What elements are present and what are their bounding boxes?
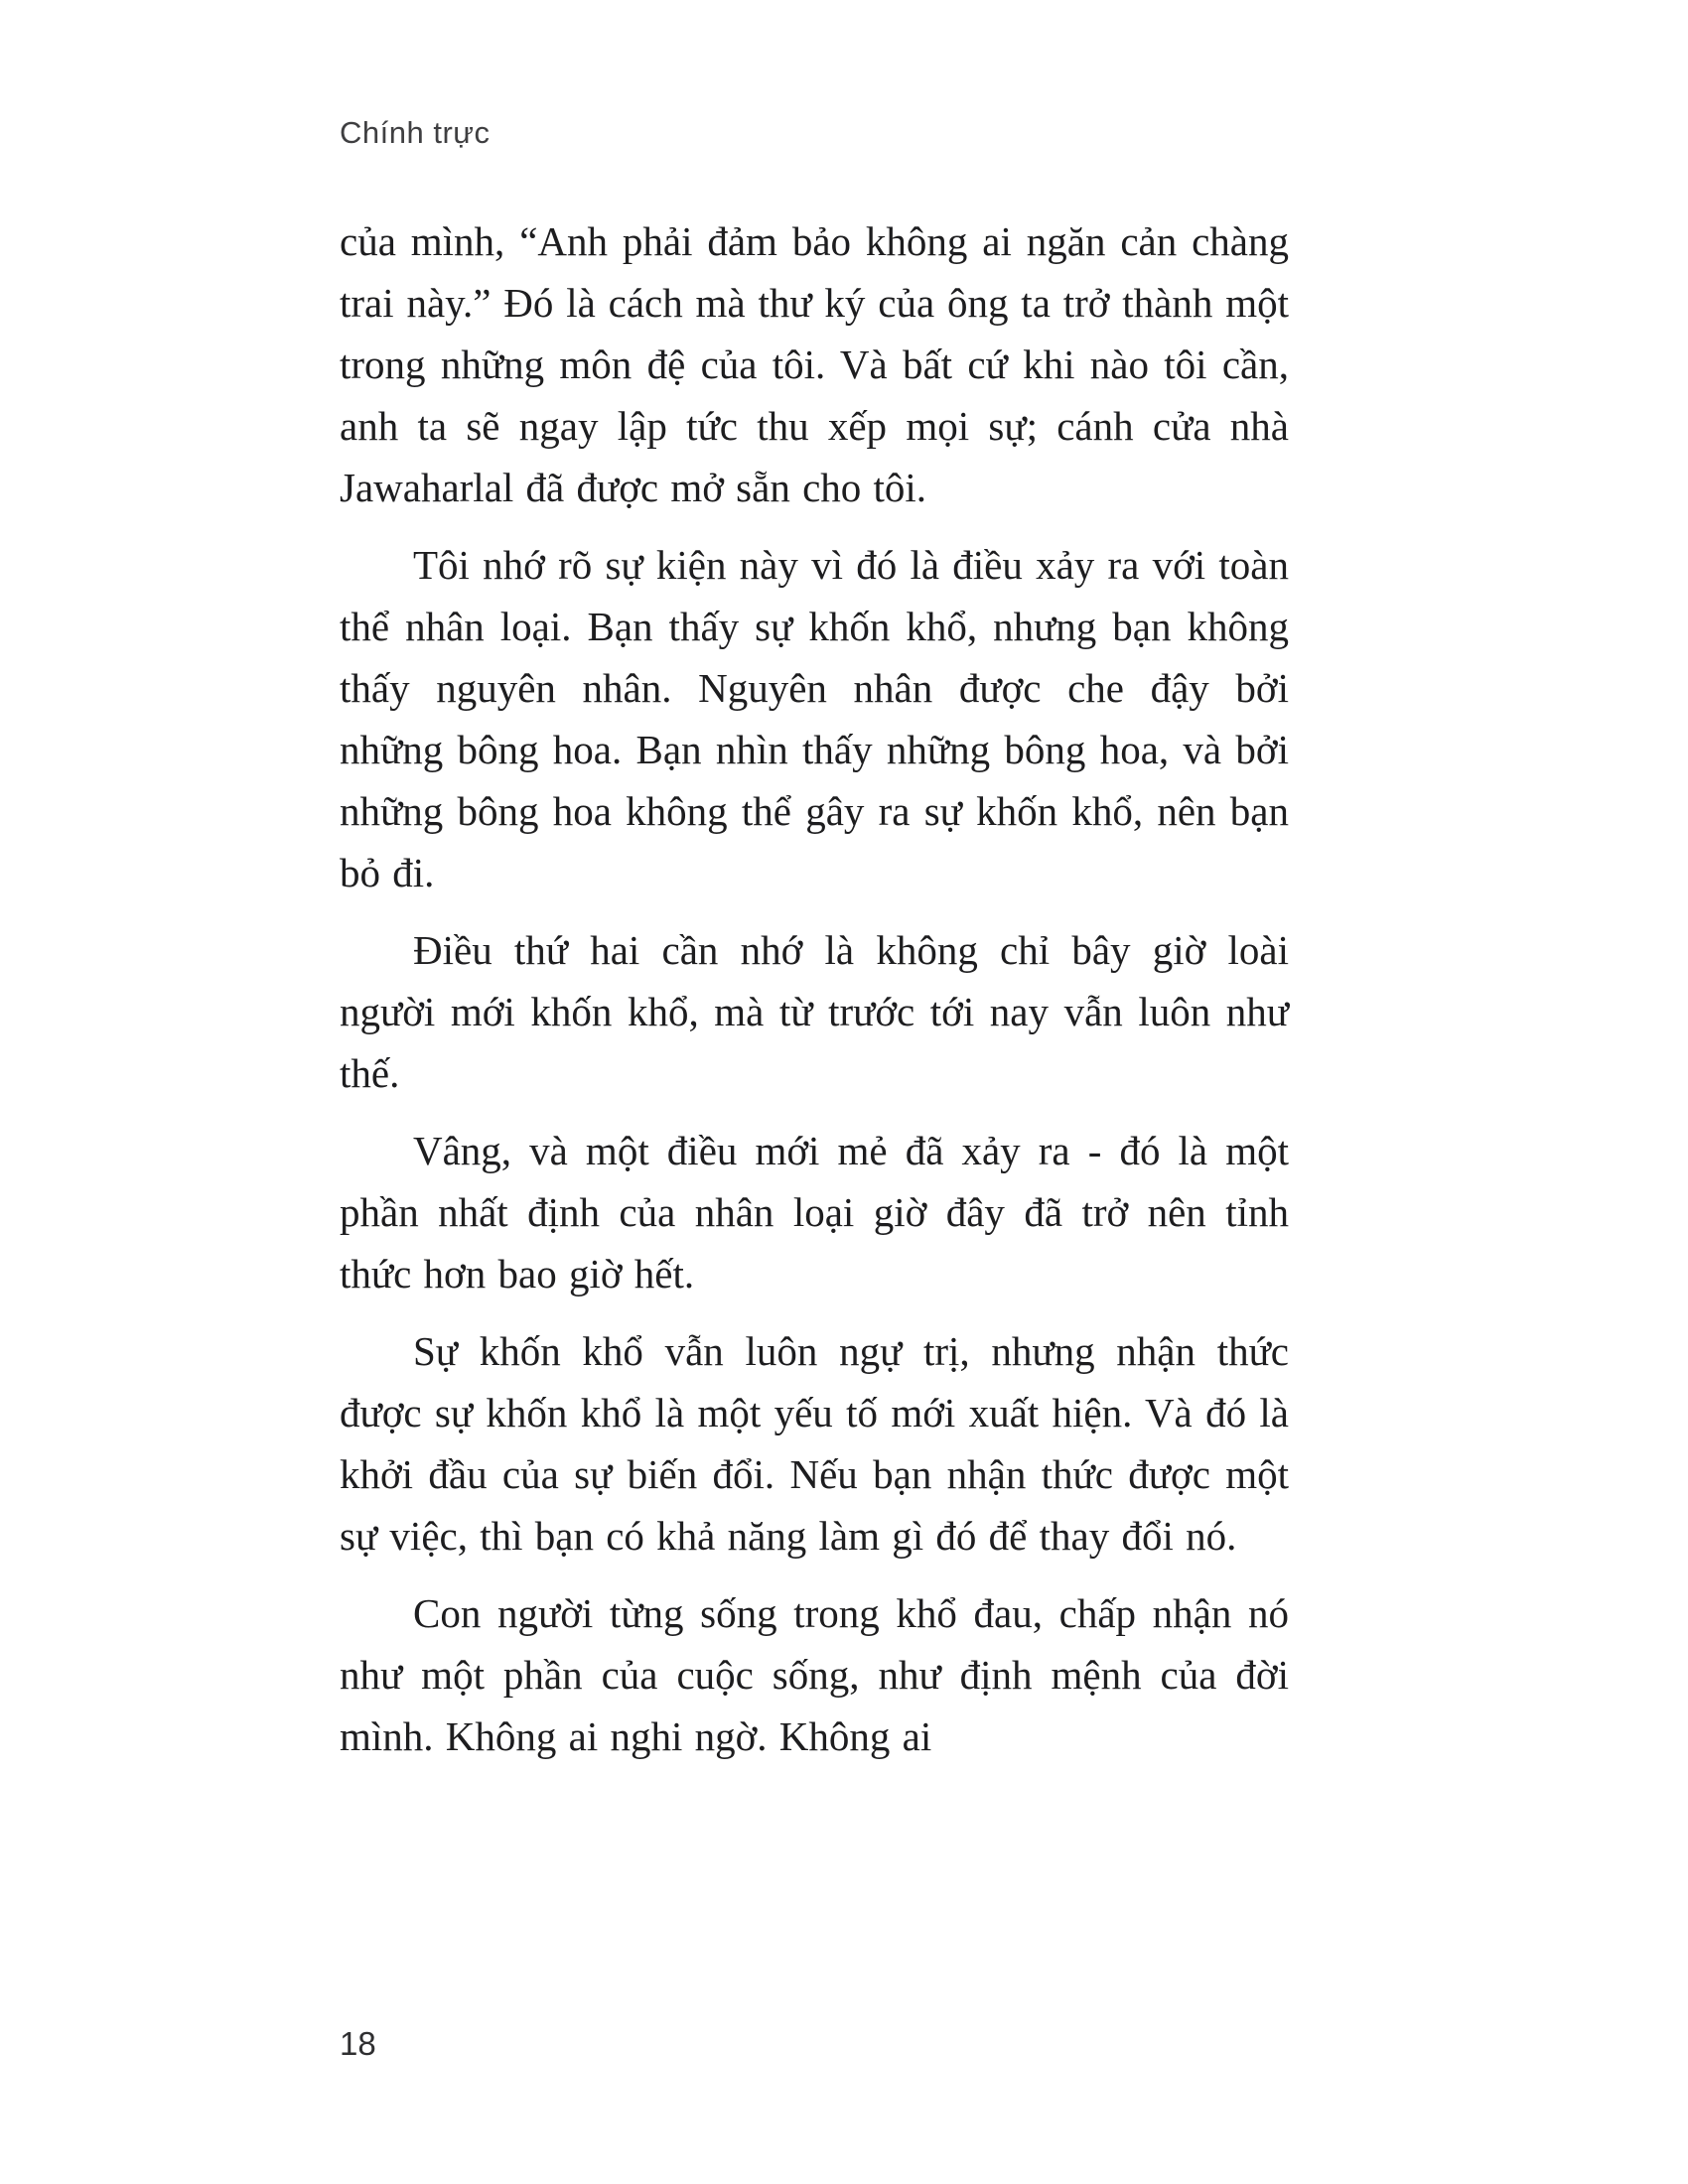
paragraph: Tôi nhớ rõ sự kiện này vì đó là điều xảy ra với toàn thể nhân loại. Bạn thấy sự khốn khổ, nhưng bạn không thấy nguyên nhân. Nguyên nhân được che đậy bởi những bông hoa. Bạn nhìn thấy những bông hoa, và bởi những bông hoa không thể gây ra sự khốn khổ, nên bạn bỏ đi.	[340, 542, 1289, 895]
paragraph: của mình, “Anh phải đảm bảo không ai ngăn cản chàng trai này.” Đó là cách mà thư ký của ông ta trở thành một trong những môn đệ của tôi. Và bất cứ khi nào tôi cần, anh ta sẽ ngay lập tức thu xếp mọi sự; cánh cửa nhà Jawaharlal đã được mở sẵn cho tôi.	[340, 218, 1289, 510]
paragraph: Điều thứ hai cần nhớ là không chỉ bây giờ loài người mới khốn khổ, mà từ trước tới nay vẫn luôn như thế.	[340, 927, 1289, 1096]
running-header: Chính trực	[340, 115, 491, 150]
paragraph: Con người từng sống trong khổ đau, chấp nhận nó như một phần của cuộc sống, như định mệnh của đời mình. Không ai nghi ngờ. Không ai	[340, 1590, 1289, 1759]
paragraph: Sự khốn khổ vẫn luôn ngự trị, nhưng nhận thức được sự khốn khổ là một yếu tố mới xuất hiện. Và đó là khởi đầu của sự biến đổi. Nếu bạn nhận thức được một sự việc, thì bạn có khả năng làm gì đó để thay đổi nó.	[340, 1328, 1289, 1559]
paragraph: Vâng, và một điều mới mẻ đã xảy ra - đó là một phần nhất định của nhân loại giờ đây đã trở nên tỉnh thức hơn bao giờ hết.	[340, 1128, 1289, 1297]
body-text	[340, 210, 1289, 1783]
page-number: 18	[340, 2025, 376, 2062]
